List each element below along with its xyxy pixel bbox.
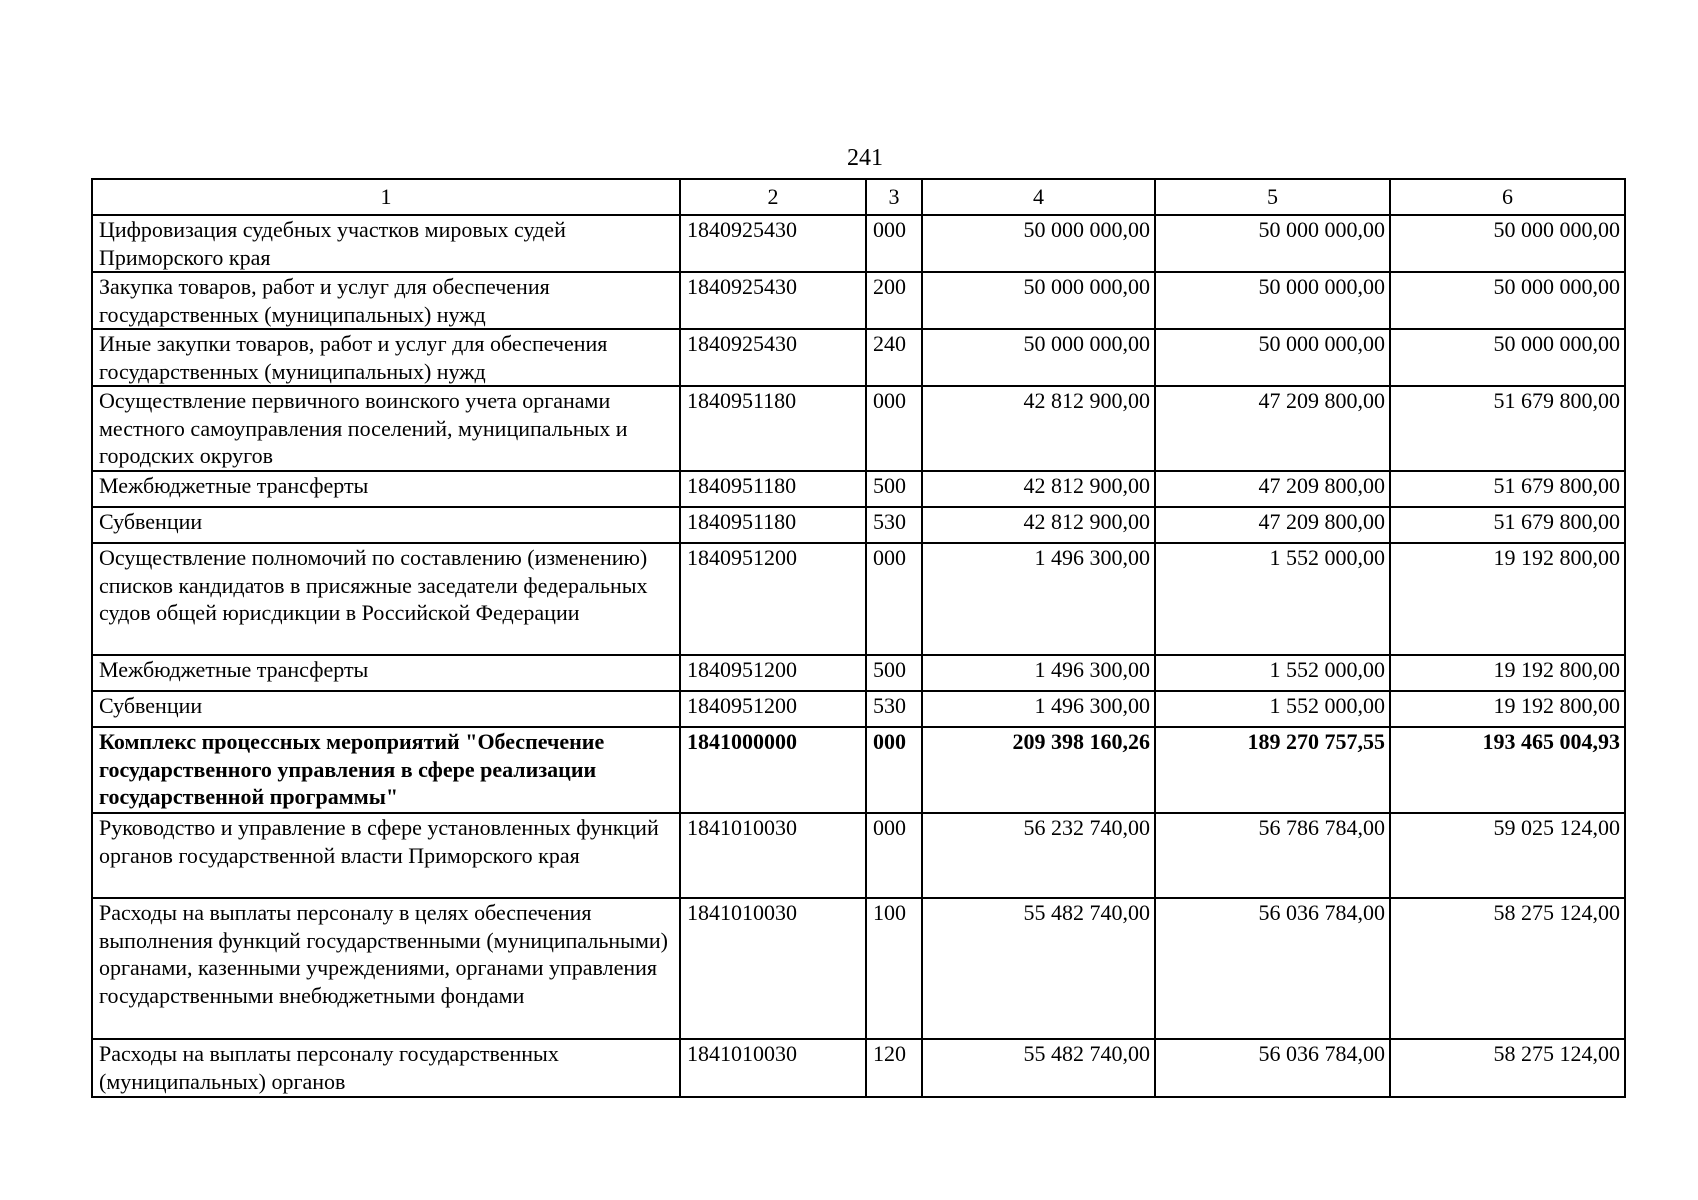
row-type: 000 [866,727,922,813]
table-row [92,507,1625,543]
row-value-5: 47 209 800,00 [1155,507,1390,543]
row-value-4: 42 812 900,00 [922,386,1155,471]
row-value-5: 47 209 800,00 [1155,386,1390,471]
row-type: 000 [866,543,922,655]
row-value-5: 56 036 784,00 [1155,898,1390,1039]
table-row [92,1039,1625,1097]
row-value-6: 50 000 000,00 [1390,329,1625,386]
row-value-6: 51 679 800,00 [1390,386,1625,471]
row-code: 1840925430 [680,329,866,386]
row-value-6: 19 192 800,00 [1390,543,1625,655]
row-value-6: 50 000 000,00 [1390,272,1625,329]
row-value-6: 51 679 800,00 [1390,507,1625,543]
row-code: 1840951200 [680,655,866,691]
table-row [92,272,1625,329]
row-value-4: 50 000 000,00 [922,215,1155,272]
table-row [92,471,1625,507]
row-type: 100 [866,898,922,1039]
row-name: Расходы на выплаты персоналу государственных (муниципальных) органов [92,1039,680,1097]
row-value-4: 55 482 740,00 [922,1039,1155,1097]
row-code: 1840925430 [680,215,866,272]
row-value-4: 209 398 160,26 [922,727,1155,813]
row-value-5: 1 552 000,00 [1155,543,1390,655]
row-type: 530 [866,507,922,543]
table-row [92,898,1625,1039]
row-name: Закупка товаров, работ и услуг для обеспечения государственных (муниципальных) нужд [92,272,680,329]
row-name: Межбюджетные трансферты [92,471,680,507]
row-code: 1840951180 [680,386,866,471]
row-code: 1841000000 [680,727,866,813]
row-value-5: 1 552 000,00 [1155,655,1390,691]
row-name: Осуществление полномочий по составлению (изменению) списков кандидатов в присяжные заседатели федеральных судов общей юрисдикции в Российской Федерации [92,543,680,655]
row-value-6: 59 025 124,00 [1390,813,1625,898]
row-name: Цифровизация судебных участков мировых судей Приморского края [92,215,680,272]
table-row [92,386,1625,471]
row-value-5: 56 786 784,00 [1155,813,1390,898]
row-value-5: 50 000 000,00 [1155,215,1390,272]
row-value-6: 193 465 004,93 [1390,727,1625,813]
column-header-3: 3 [866,179,922,215]
row-name: Субвенции [92,691,680,727]
table-row [92,543,1625,655]
row-value-5: 47 209 800,00 [1155,471,1390,507]
row-value-4: 55 482 740,00 [922,898,1155,1039]
row-type: 500 [866,655,922,691]
row-value-6: 19 192 800,00 [1390,691,1625,727]
table-row [92,813,1625,898]
row-type: 240 [866,329,922,386]
column-header-1: 1 [92,179,680,215]
row-value-6: 51 679 800,00 [1390,471,1625,507]
row-value-4: 42 812 900,00 [922,507,1155,543]
row-value-6: 50 000 000,00 [1390,215,1625,272]
row-code: 1840951180 [680,507,866,543]
row-value-5: 56 036 784,00 [1155,1039,1390,1097]
row-value-5: 189 270 757,55 [1155,727,1390,813]
row-type: 500 [866,471,922,507]
row-name: Иные закупки товаров, работ и услуг для обеспечения государственных (муниципальных) нужд [92,329,680,386]
row-type: 200 [866,272,922,329]
table-row [92,691,1625,727]
row-name: Осуществление первичного воинского учета органами местного самоуправления поселений, муниципальных и городских округов [92,386,680,471]
row-name: Руководство и управление в сфере установленных функций органов государственной власти Приморского края [92,813,680,898]
row-value-4: 1 496 300,00 [922,543,1155,655]
row-value-4: 1 496 300,00 [922,691,1155,727]
row-name: Межбюджетные трансферты [92,655,680,691]
row-type: 530 [866,691,922,727]
row-value-5: 50 000 000,00 [1155,272,1390,329]
row-name: Субвенции [92,507,680,543]
column-header-4: 4 [922,179,1155,215]
table-row [92,215,1625,272]
row-code: 1840951200 [680,543,866,655]
row-code: 1840951200 [680,691,866,727]
row-type: 000 [866,813,922,898]
column-header-6: 6 [1390,179,1625,215]
row-type: 000 [866,386,922,471]
row-code: 1840951180 [680,471,866,507]
page-number: 241 [847,145,883,171]
row-code: 1840925430 [680,272,866,329]
row-value-5: 50 000 000,00 [1155,329,1390,386]
table-header-row [92,179,1625,215]
table-row [92,655,1625,691]
row-code: 1841010030 [680,813,866,898]
row-name: Комплекс процессных мероприятий "Обеспечение государственного управления в сфере реализации государственной программы" [92,727,680,813]
row-type: 120 [866,1039,922,1097]
row-type: 000 [866,215,922,272]
row-value-6: 58 275 124,00 [1390,898,1625,1039]
row-value-4: 50 000 000,00 [922,272,1155,329]
column-header-5: 5 [1155,179,1390,215]
table-row-section-total [92,727,1625,813]
column-header-2: 2 [680,179,866,215]
row-value-4: 42 812 900,00 [922,471,1155,507]
table-row [92,329,1625,386]
row-name: Расходы на выплаты персоналу в целях обеспечения выполнения функций государственными (муниципальными) органами, казенными учреждениями, органами управления государственными внебюджетными фондами [92,898,680,1039]
row-value-4: 1 496 300,00 [922,655,1155,691]
row-value-4: 56 232 740,00 [922,813,1155,898]
row-value-5: 1 552 000,00 [1155,691,1390,727]
row-code: 1841010030 [680,1039,866,1097]
row-value-6: 19 192 800,00 [1390,655,1625,691]
row-code: 1841010030 [680,898,866,1039]
row-value-4: 50 000 000,00 [922,329,1155,386]
row-value-6: 58 275 124,00 [1390,1039,1625,1097]
budget-table [91,178,1626,1098]
